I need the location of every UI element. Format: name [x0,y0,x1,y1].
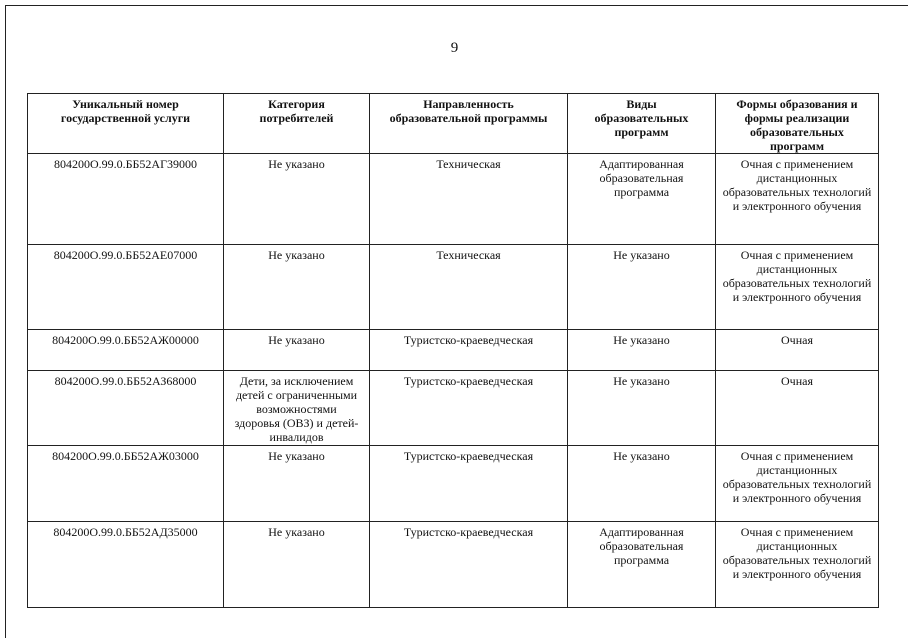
cell-category: Не указано [224,154,370,245]
cell-category: Не указано [224,446,370,522]
cell-direction: Техническая [370,154,568,245]
cell-code: 804200О.99.0.ББ52АЗ68000 [28,371,224,446]
header-program-kinds: Виды образовательных программ [568,94,716,154]
cell-form: Очная [716,330,879,371]
cell-code: 804200О.99.0.ББ52АД35000 [28,522,224,608]
cell-code: 804200О.99.0.ББ52АЖ03000 [28,446,224,522]
table-row [28,522,879,608]
cell-direction: Туристско-краеведческая [370,446,568,522]
header-service-number: Уникальный номер государственной услуги [28,94,224,154]
table-row [28,154,879,245]
cell-kind: Не указано [568,330,716,371]
cell-form: Очная с применением дистанционных образовательных технологий и электронного обучения [716,245,879,330]
cell-category: Не указано [224,245,370,330]
cell-kind: Не указано [568,371,716,446]
header-consumer-category: Категория потребителей [224,94,370,154]
cell-form: Очная с применением дистанционных образовательных технологий и электронного обучения [716,154,879,245]
cell-direction: Техническая [370,245,568,330]
header-education-forms: Формы образования и формы реализации образовательных программ [716,94,879,154]
header-program-direction: Направленность образовательной программы [370,94,568,154]
cell-category: Не указано [224,330,370,371]
cell-category: Не указано [224,522,370,608]
cell-form: Очная с применением дистанционных образовательных технологий и электронного обучения [716,446,879,522]
cell-kind: Адаптированная образовательная программа [568,522,716,608]
cell-kind: Не указано [568,446,716,522]
page-number: 9 [450,40,459,56]
table-row [28,330,879,371]
cell-kind: Адаптированная образовательная программа [568,154,716,245]
cell-direction: Туристско-краеведческая [370,371,568,446]
cell-code: 804200О.99.0.ББ52АЖ00000 [28,330,224,371]
cell-form: Очная [716,371,879,446]
services-table [27,93,879,608]
cell-code: 804200О.99.0.ББ52АЕ07000 [28,245,224,330]
cell-direction: Туристско-краеведческая [370,522,568,608]
cell-code: 804200О.99.0.ББ52АГ39000 [28,154,224,245]
table-row [28,371,879,446]
table-header-row [28,94,879,154]
table-row [28,245,879,330]
cell-form: Очная с применением дистанционных образовательных технологий и электронного обучения [716,522,879,608]
cell-category: Дети, за исключением детей с ограниченными возможностями здоровья (ОВЗ) и детей-инвалидов [224,371,370,446]
cell-direction: Туристско-краеведческая [370,330,568,371]
table-row [28,446,879,522]
cell-kind: Не указано [568,245,716,330]
